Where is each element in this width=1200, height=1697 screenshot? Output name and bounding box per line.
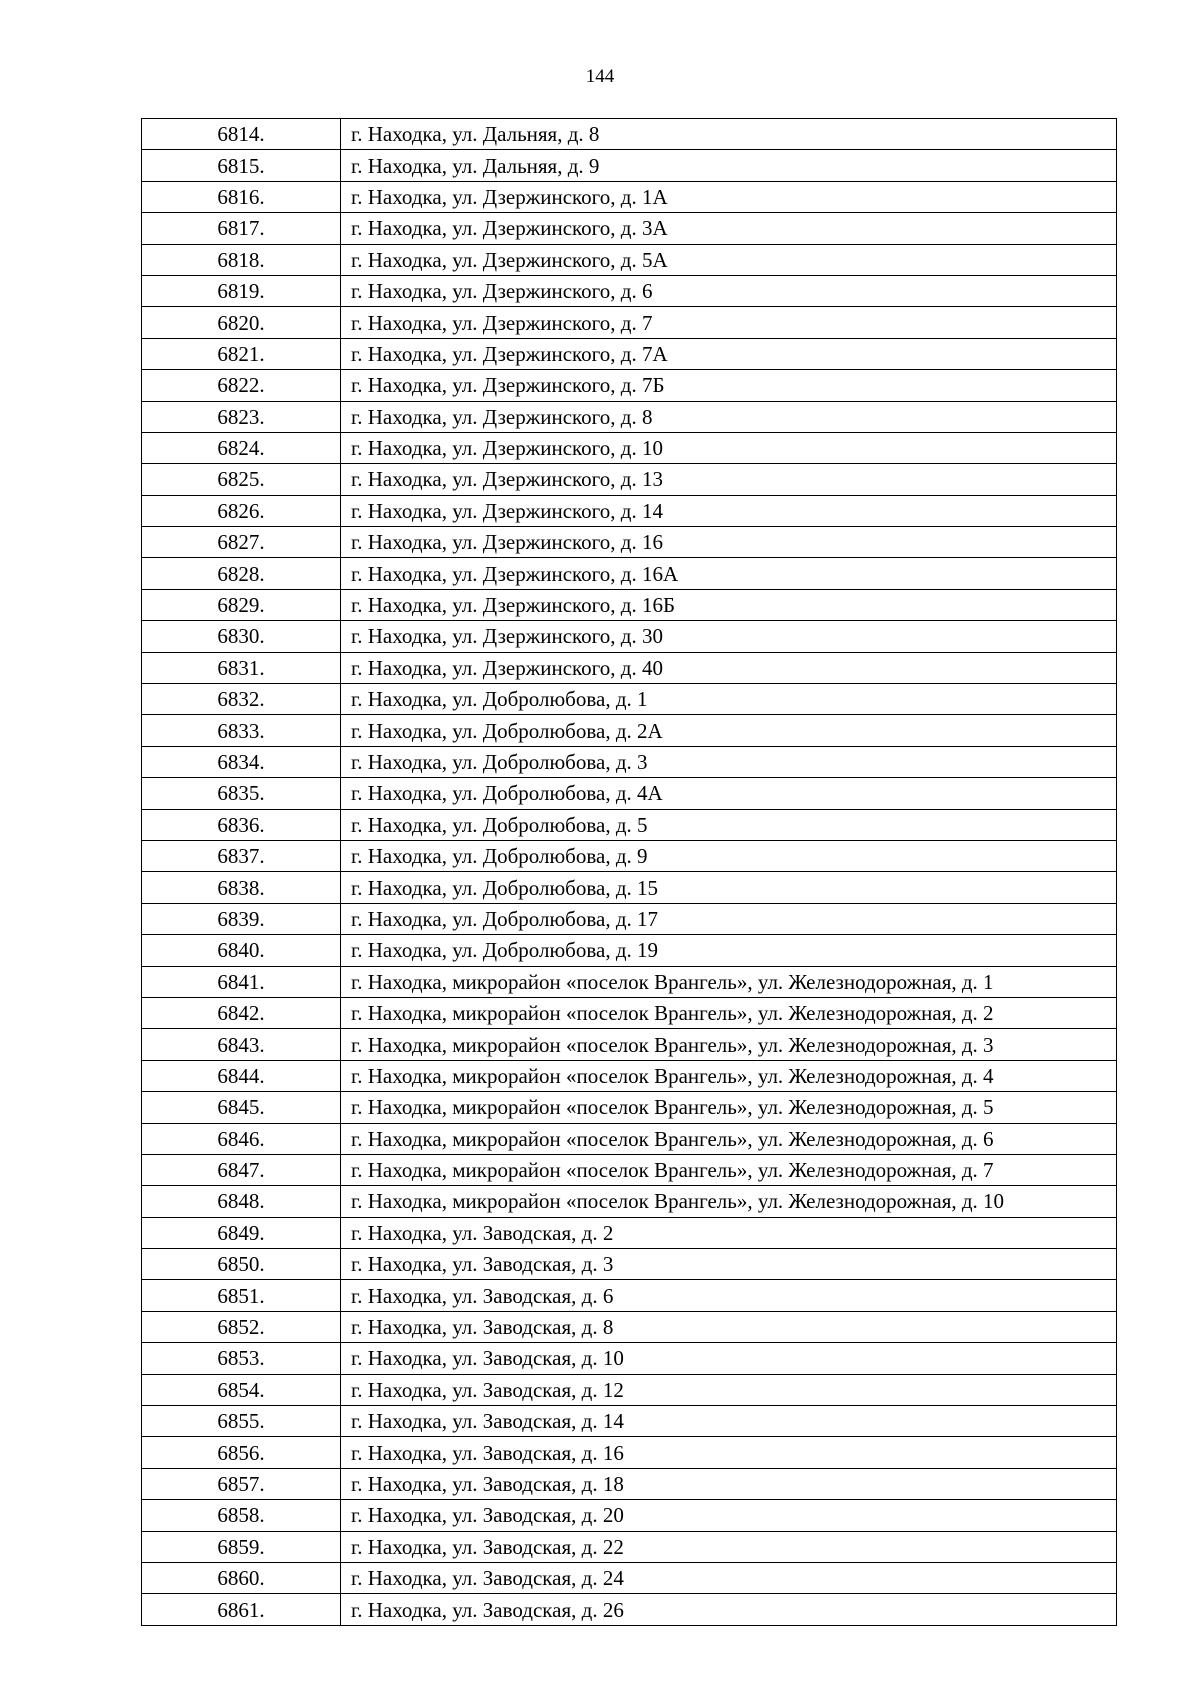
table-row <box>142 840 1117 871</box>
table-row <box>142 966 1117 997</box>
table-row <box>142 1029 1117 1060</box>
row-number: 6818. <box>142 244 341 275</box>
row-number: 6839. <box>142 903 341 934</box>
row-number: 6857. <box>142 1468 341 1499</box>
row-address: г. Находка, ул. Дзержинского, д. 6 <box>341 275 1117 306</box>
row-address: г. Находка, ул. Дзержинского, д. 16Б <box>341 589 1117 620</box>
table-row <box>142 1594 1117 1625</box>
table-row <box>142 401 1117 432</box>
row-number: 6816. <box>142 181 341 212</box>
row-number: 6832. <box>142 684 341 715</box>
table-row <box>142 1280 1117 1311</box>
row-address: г. Находка, ул. Заводская, д. 6 <box>341 1280 1117 1311</box>
row-number: 6837. <box>142 840 341 871</box>
row-number: 6819. <box>142 275 341 306</box>
table-row <box>142 558 1117 589</box>
table-row <box>142 119 1117 150</box>
row-number: 6844. <box>142 1060 341 1091</box>
row-address: г. Находка, ул. Добролюбова, д. 15 <box>341 872 1117 903</box>
row-number: 6826. <box>142 495 341 526</box>
row-number: 6824. <box>142 432 341 463</box>
row-number: 6842. <box>142 997 341 1028</box>
row-address: г. Находка, ул. Дзержинского, д. 13 <box>341 464 1117 495</box>
table-row <box>142 1343 1117 1374</box>
row-number: 6825. <box>142 464 341 495</box>
row-number: 6814. <box>142 119 341 150</box>
row-number: 6821. <box>142 338 341 369</box>
table-row <box>142 589 1117 620</box>
row-number: 6845. <box>142 1092 341 1123</box>
table-row <box>142 1562 1117 1593</box>
table-row <box>142 715 1117 746</box>
address-table <box>141 118 1117 1626</box>
row-address: г. Находка, ул. Добролюбова, д. 2А <box>341 715 1117 746</box>
table-row <box>142 778 1117 809</box>
table-row <box>142 746 1117 777</box>
row-number: 6850. <box>142 1249 341 1280</box>
table-row <box>142 1500 1117 1531</box>
row-number: 6841. <box>142 966 341 997</box>
table-row <box>142 1092 1117 1123</box>
row-number: 6855. <box>142 1406 341 1437</box>
table-row <box>142 652 1117 683</box>
table-row <box>142 903 1117 934</box>
table-row <box>142 213 1117 244</box>
page-number: 144 <box>585 66 615 87</box>
table-row <box>142 621 1117 652</box>
table-row <box>142 464 1117 495</box>
row-number: 6833. <box>142 715 341 746</box>
table-row <box>142 244 1117 275</box>
row-address: г. Находка, ул. Дзержинского, д. 8 <box>341 401 1117 432</box>
table-row <box>142 1123 1117 1154</box>
table-row <box>142 1154 1117 1185</box>
row-number: 6843. <box>142 1029 341 1060</box>
row-address: г. Находка, ул. Заводская, д. 20 <box>341 1500 1117 1531</box>
row-number: 6831. <box>142 652 341 683</box>
row-address: г. Находка, ул. Дзержинского, д. 3А <box>341 213 1117 244</box>
row-address: г. Находка, ул. Добролюбова, д. 9 <box>341 840 1117 871</box>
row-address: г. Находка, ул. Добролюбова, д. 4А <box>341 778 1117 809</box>
row-address: г. Находка, ул. Дальняя, д. 9 <box>341 150 1117 181</box>
row-number: 6852. <box>142 1311 341 1342</box>
row-address: г. Находка, ул. Дзержинского, д. 1А <box>341 181 1117 212</box>
row-number: 6861. <box>142 1594 341 1625</box>
table-row <box>142 1060 1117 1091</box>
row-number: 6848. <box>142 1186 341 1217</box>
row-address: г. Находка, микрорайон «поселок Врангель», ул. Железнодорожная, д. 3 <box>341 1029 1117 1060</box>
table-row <box>142 684 1117 715</box>
table-row <box>142 1217 1117 1248</box>
row-address: г. Находка, ул. Дзержинского, д. 7 <box>341 307 1117 338</box>
row-number: 6856. <box>142 1437 341 1468</box>
row-address: г. Находка, микрорайон «поселок Врангель», ул. Железнодорожная, д. 5 <box>341 1092 1117 1123</box>
row-address: г. Находка, ул. Заводская, д. 8 <box>341 1311 1117 1342</box>
row-address: г. Находка, ул. Заводская, д. 3 <box>341 1249 1117 1280</box>
row-address: г. Находка, ул. Заводская, д. 16 <box>341 1437 1117 1468</box>
row-number: 6830. <box>142 621 341 652</box>
table-row <box>142 527 1117 558</box>
table-row <box>142 181 1117 212</box>
table-row <box>142 1186 1117 1217</box>
table-row <box>142 1311 1117 1342</box>
row-address: г. Находка, ул. Заводская, д. 2 <box>341 1217 1117 1248</box>
row-address: г. Находка, микрорайон «поселок Врангель», ул. Железнодорожная, д. 7 <box>341 1154 1117 1185</box>
row-address: г. Находка, ул. Добролюбова, д. 3 <box>341 746 1117 777</box>
table-row <box>142 872 1117 903</box>
row-address: г. Находка, ул. Заводская, д. 18 <box>341 1468 1117 1499</box>
row-address: г. Находка, микрорайон «поселок Врангель», ул. Железнодорожная, д. 1 <box>341 966 1117 997</box>
row-number: 6847. <box>142 1154 341 1185</box>
row-address: г. Находка, ул. Дзержинского, д. 10 <box>341 432 1117 463</box>
row-address: г. Находка, ул. Дзержинского, д. 16 <box>341 527 1117 558</box>
row-address: г. Находка, ул. Дзержинского, д. 14 <box>341 495 1117 526</box>
table-row <box>142 809 1117 840</box>
row-number: 6854. <box>142 1374 341 1405</box>
row-address: г. Находка, ул. Дальняя, д. 8 <box>341 119 1117 150</box>
table-row <box>142 1374 1117 1405</box>
row-number: 6815. <box>142 150 341 181</box>
row-number: 6840. <box>142 935 341 966</box>
table-row <box>142 1249 1117 1280</box>
row-number: 6827. <box>142 527 341 558</box>
row-number: 6822. <box>142 370 341 401</box>
row-number: 6817. <box>142 213 341 244</box>
table-row <box>142 370 1117 401</box>
table-row <box>142 275 1117 306</box>
row-number: 6853. <box>142 1343 341 1374</box>
row-address: г. Находка, ул. Добролюбова, д. 5 <box>341 809 1117 840</box>
table-row <box>142 1406 1117 1437</box>
row-address: г. Находка, микрорайон «поселок Врангель», ул. Железнодорожная, д. 10 <box>341 1186 1117 1217</box>
row-address: г. Находка, ул. Заводская, д. 14 <box>341 1406 1117 1437</box>
row-number: 6829. <box>142 589 341 620</box>
address-table-body <box>142 119 1117 1626</box>
row-address: г. Находка, ул. Добролюбова, д. 1 <box>341 684 1117 715</box>
table-row <box>142 997 1117 1028</box>
row-number: 6860. <box>142 1562 341 1593</box>
row-number: 6828. <box>142 558 341 589</box>
row-number: 6851. <box>142 1280 341 1311</box>
row-number: 6820. <box>142 307 341 338</box>
row-number: 6838. <box>142 872 341 903</box>
row-address: г. Находка, ул. Заводская, д. 22 <box>341 1531 1117 1562</box>
row-number: 6846. <box>142 1123 341 1154</box>
row-address: г. Находка, ул. Заводская, д. 10 <box>341 1343 1117 1374</box>
table-row <box>142 495 1117 526</box>
table-row <box>142 1437 1117 1468</box>
row-number: 6849. <box>142 1217 341 1248</box>
table-row <box>142 150 1117 181</box>
row-address: г. Находка, ул. Дзержинского, д. 7А <box>341 338 1117 369</box>
row-address: г. Находка, микрорайон «поселок Врангель», ул. Железнодорожная, д. 2 <box>341 997 1117 1028</box>
row-address: г. Находка, ул. Дзержинского, д. 16А <box>341 558 1117 589</box>
row-address: г. Находка, ул. Заводская, д. 12 <box>341 1374 1117 1405</box>
row-address: г. Находка, ул. Дзержинского, д. 5А <box>341 244 1117 275</box>
table-row <box>142 1531 1117 1562</box>
table-row <box>142 935 1117 966</box>
row-address: г. Находка, ул. Добролюбова, д. 19 <box>341 935 1117 966</box>
row-number: 6836. <box>142 809 341 840</box>
row-number: 6834. <box>142 746 341 777</box>
row-number: 6835. <box>142 778 341 809</box>
table-row <box>142 338 1117 369</box>
table-row <box>142 307 1117 338</box>
row-address: г. Находка, ул. Заводская, д. 24 <box>341 1562 1117 1593</box>
row-address: г. Находка, ул. Добролюбова, д. 17 <box>341 903 1117 934</box>
row-address: г. Находка, ул. Дзержинского, д. 7Б <box>341 370 1117 401</box>
row-address: г. Находка, микрорайон «поселок Врангель», ул. Железнодорожная, д. 6 <box>341 1123 1117 1154</box>
row-number: 6858. <box>142 1500 341 1531</box>
row-address: г. Находка, ул. Заводская, д. 26 <box>341 1594 1117 1625</box>
row-number: 6859. <box>142 1531 341 1562</box>
row-number: 6823. <box>142 401 341 432</box>
row-address: г. Находка, микрорайон «поселок Врангель», ул. Железнодорожная, д. 4 <box>341 1060 1117 1091</box>
table-row <box>142 1468 1117 1499</box>
table-row <box>142 432 1117 463</box>
row-address: г. Находка, ул. Дзержинского, д. 30 <box>341 621 1117 652</box>
row-address: г. Находка, ул. Дзержинского, д. 40 <box>341 652 1117 683</box>
